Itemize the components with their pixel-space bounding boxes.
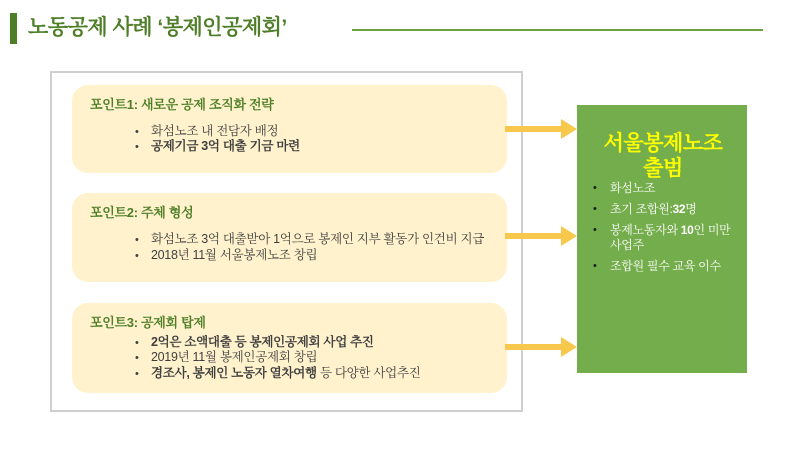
point-box-3 (72, 303, 507, 393)
result-title-line1: 서울봉제노조 (603, 132, 723, 155)
result-bullets (589, 181, 737, 274)
bullet-item: • 초기 조합원:32명 (589, 202, 737, 217)
point-3-title: 포인트3: 공제회 탑제 (90, 315, 206, 330)
point-3-bullets (90, 331, 499, 385)
arrow-right-icon (505, 119, 577, 139)
arrow-head (561, 337, 577, 357)
point-2-bullets (90, 221, 499, 274)
bullet-item: • 2억은 소액대출 등 봉제인공제회 사업 추진 (133, 335, 499, 351)
bullet-item: • 봉제노동자와 10인 미만 사업주 (589, 223, 737, 253)
title-rule (352, 29, 763, 31)
bullet-item: • 화섬노조 내 전담자 배정 (133, 124, 499, 140)
arrow-right-icon (505, 337, 577, 357)
bullet-item: • 조합원 필수 교육 이수 (589, 259, 737, 274)
arrow-head (561, 226, 577, 246)
result-box (577, 105, 747, 373)
arrow-right-icon (505, 226, 577, 246)
arrow-shaft (505, 126, 562, 132)
point-box-1 (72, 85, 507, 173)
arrow-head (561, 119, 577, 139)
slide-title: 노동공제 사례 ‘봉제인공제회’ (28, 16, 287, 39)
point-1-bullets (90, 113, 499, 165)
title-accent-bar (10, 13, 17, 44)
bullet-item: • 화섬노조 3억 대출받아 1억으로 봉제인 지부 활동가 인건비 지급 (133, 232, 499, 248)
bullet-item: • 2018년 11월 서울봉제노조 창립 (133, 248, 499, 264)
arrow-shaft (505, 344, 562, 350)
result-title-line2: 출범 (643, 157, 683, 180)
bullet-item: • 2019년 11월 봉제인공제회 창립 (133, 350, 499, 366)
arrow-shaft (505, 233, 562, 239)
bullet-item: • 경조사, 봉제인 노동자 열차여행 등 다양한 사업추진 (133, 366, 499, 382)
result-title (589, 131, 737, 181)
point-2-title: 포인트2: 주체 형성 (90, 205, 194, 220)
bullet-item: • 화섬노조 (589, 181, 737, 196)
point-1-title: 포인트1: 새로운 공제 조직화 전략 (90, 97, 274, 112)
bullet-item: • 공제기금 3억 대출 기금 마련 (133, 139, 499, 155)
point-box-2 (72, 193, 507, 282)
